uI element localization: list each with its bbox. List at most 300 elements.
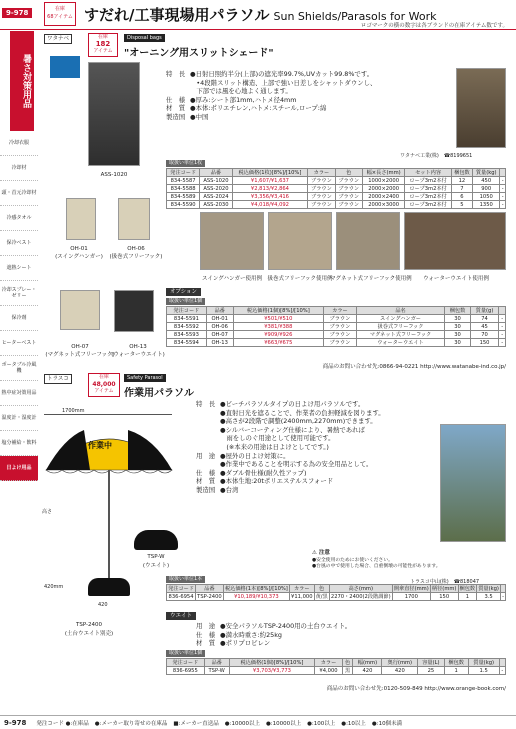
table-row xyxy=(167,339,506,347)
maker-code: トラスコ中山(株) ☎818047 xyxy=(410,579,480,585)
table-header-cell: 発注コード xyxy=(167,659,205,667)
maker-logo-trusco: トラスコ xyxy=(44,374,72,384)
table-cell: ロープ3m2本付 xyxy=(405,201,451,209)
weight-code: TSP-W xyxy=(147,554,165,560)
spec-key: 用 途 xyxy=(196,451,216,460)
spec-key xyxy=(196,417,220,426)
table-header-cell: 開傘直径(mm) xyxy=(393,586,429,592)
table-cell: 836-6954 xyxy=(167,593,196,601)
table-cell: ASS-2020 xyxy=(200,185,232,193)
legend-item: ■:メーカー直送品 xyxy=(173,720,219,727)
usage-photo-house xyxy=(456,68,506,148)
spec-row xyxy=(196,434,456,443)
usage-caption: スイングハンガー使用例 xyxy=(202,276,262,282)
accessory-code: OH-06 xyxy=(127,246,145,252)
table-cell: 1000×2000 xyxy=(362,177,405,185)
table-cell: ブラウン xyxy=(335,177,362,185)
parasol-base xyxy=(88,578,130,596)
accessory-caption xyxy=(106,246,166,260)
table-cell: 30 xyxy=(445,339,471,347)
table-cell: 扱巻式フリーフック xyxy=(356,323,444,331)
table-cell: 黄/黒 xyxy=(315,594,328,600)
table-cell: 834-5591 xyxy=(167,315,207,323)
spec-key: 製造国 xyxy=(166,112,186,121)
table-header-cell: カラー xyxy=(315,659,342,667)
legend-item: ●:10000以上 xyxy=(224,720,260,727)
maker-code: ワタナベ工業(株) ☎8199651 xyxy=(400,153,473,159)
sidebar-item[interactable]: 温度計・湿度計 xyxy=(0,406,38,431)
table-cell: 834-5592 xyxy=(167,323,207,331)
spec-value: •4段階スリット構造、上部で強い日差しをシャットダウンし、 xyxy=(190,78,377,87)
table-cell: ブラウン xyxy=(324,323,357,331)
table-cell: 420 xyxy=(382,667,418,675)
table-label: 取扱い単位1個 xyxy=(166,298,205,305)
usage-photo-1 xyxy=(200,212,264,270)
usage-caption: 扱巻式フリーフック使用例 xyxy=(267,276,333,282)
spec-key xyxy=(196,426,220,435)
table-header-row xyxy=(167,169,506,177)
weight-photo xyxy=(134,530,178,550)
table-cell: 2000×2000 xyxy=(362,185,405,193)
sidebar-item[interactable]: 熱中症対策用品 xyxy=(0,381,38,406)
table-cell: 150 xyxy=(470,339,498,347)
spec-key xyxy=(166,79,190,88)
table-cell: 1.5 xyxy=(468,667,499,675)
sidebar-item[interactable]: 冷感タオル xyxy=(0,206,38,231)
table-cell: - xyxy=(501,193,504,200)
table-header-cell: カラー xyxy=(308,169,335,177)
table-header-row xyxy=(167,585,506,593)
table-cell: 834-5590 xyxy=(167,201,200,209)
table-cell: 2000×2400 xyxy=(362,193,405,201)
option-label: ウエイト xyxy=(166,612,196,620)
table-header-cell: セット内容 xyxy=(405,169,451,177)
spec-row xyxy=(196,400,456,409)
product-specs xyxy=(196,400,456,495)
spec-row xyxy=(166,113,456,122)
spec-key: 仕 様 xyxy=(196,630,216,639)
table-header-cell xyxy=(499,307,506,315)
table-header-cell: 質量(kg) xyxy=(468,659,499,667)
spec-key: 製造国 xyxy=(196,485,216,494)
table-cell: 836-6955 xyxy=(167,667,205,675)
table-cell: ¥4,000 xyxy=(315,667,342,675)
sidebar-item[interactable]: 冷却衣服 xyxy=(0,131,38,156)
product-specs xyxy=(166,70,456,122)
table-cell: 150 xyxy=(430,593,458,601)
spec-value: ●直射日光を遮ることで、作業者の負担軽減を図ります。 xyxy=(220,408,385,417)
spec-value: ●本体:ポリエチレン,ハトメ:スチール,ロープ:綿 xyxy=(190,104,327,113)
table-header-cell: 税込価格(1個)[8%]/[10%] xyxy=(233,307,324,315)
table-cell: 1350 xyxy=(473,201,500,209)
spec-key xyxy=(196,409,220,418)
table-cell: 5 xyxy=(451,201,472,209)
table-header-cell xyxy=(501,585,506,593)
table-cell: ¥381/¥388 xyxy=(233,323,324,331)
table-header-cell: 税込価格(1個)[8%]/[10%] xyxy=(229,659,315,667)
legend-item: ●:10以上 xyxy=(341,720,366,727)
table-cell: 450 xyxy=(473,177,500,185)
spec-row xyxy=(196,443,456,452)
spec-key: 用 途 xyxy=(196,622,216,630)
sidebar-item[interactable]: ヒーターベスト xyxy=(0,331,38,356)
table-cell: 900 xyxy=(473,185,500,193)
table-cell: 834-5589 xyxy=(167,193,200,201)
table-cell: - xyxy=(499,315,506,323)
table-header-cell: 梱包数 xyxy=(444,659,468,667)
product-title: 作業用パラソル xyxy=(124,388,194,399)
table-cell: - xyxy=(499,667,505,675)
spec-key xyxy=(166,87,190,96)
table-cell: 834-5593 xyxy=(167,331,207,339)
product-photo-shade xyxy=(88,62,140,166)
spec-row xyxy=(166,79,456,88)
table-cell: 45 xyxy=(470,323,498,331)
table-header-cell: 品番 xyxy=(200,169,232,177)
notice-2: ●台風の中で使用した場合、自重倒壊の可能性があります。 xyxy=(312,564,441,569)
table-cell: ブラウン xyxy=(308,201,335,209)
table-cell: 12 xyxy=(451,177,472,185)
spec-value: ●厚み:シート部1mm,ハトメ径4mm xyxy=(190,95,297,104)
table-header-cell: 品番 xyxy=(196,585,224,593)
spec-value: ●ビーチパラソルタイプの日よけ用パラソルです。 xyxy=(220,400,365,408)
page-header xyxy=(0,0,516,30)
spec-row xyxy=(196,486,456,495)
weight-specs xyxy=(196,622,456,648)
table-cell: ¥663/¥675 xyxy=(233,339,324,347)
table-header-cell: 税込価格(1本)[8%]/[10%] xyxy=(224,586,288,592)
table-label: 取扱い単位1本 xyxy=(166,576,205,583)
table-cell: ASS-1020 xyxy=(200,177,232,185)
spec-key: 材 質 xyxy=(196,477,216,486)
table-cell: ¥3,356/¥3,416 xyxy=(232,193,308,201)
accessory-photo-oh06 xyxy=(118,198,150,240)
spec-key: 仕 様 xyxy=(196,468,216,477)
spec-key: 材 質 xyxy=(196,639,216,648)
table-cell: ¥10,189/¥10,373 xyxy=(223,593,289,601)
legend-item: 発注コード ●:在庫品 xyxy=(36,720,89,727)
sidebar xyxy=(0,31,38,715)
legend-item: ●:10個未満 xyxy=(371,720,403,727)
product-title: "オーニング用スリットシェード" xyxy=(124,48,274,59)
table-header-cell: 品番 xyxy=(204,659,229,667)
table-header-cell: 税込価格(1枚)[8%]/[10%] xyxy=(232,169,308,177)
sidebar-item[interactable]: 冷却材 xyxy=(0,156,38,181)
table-header-cell: 発注コード xyxy=(167,307,207,315)
accessory-table xyxy=(166,306,506,347)
accessory-caption xyxy=(40,344,120,358)
accessory-code: OH-01 xyxy=(70,246,88,252)
spec-value: ●満水時重さ:約25kg xyxy=(220,630,282,639)
table-cell: - xyxy=(501,185,504,192)
page-title-en: Sun Shields/Parasols for Work xyxy=(273,10,437,23)
accessory-name: (扱巻式フリーフック) xyxy=(109,254,163,260)
table-cell: 74 xyxy=(470,315,498,323)
table-header-cell: 梱包数 xyxy=(459,586,476,592)
dim-line xyxy=(44,414,172,415)
notice-1: ●安全使用のためにお使いください。 xyxy=(312,558,393,563)
contact-info: 商品のお問い合わせ先:0866-94-0221 http://www.watanabe-ind.co.jp/ xyxy=(322,364,506,370)
accessory-photo-oh13 xyxy=(114,290,154,332)
table-cell: ASS-2024 xyxy=(200,193,232,201)
table-header-cell xyxy=(500,169,506,177)
spec-value: ●シルバーコーティング仕様により、暑熱であれば xyxy=(220,425,365,434)
page-footer xyxy=(0,715,516,729)
spec-row xyxy=(196,477,456,486)
table-cell: ブラウン xyxy=(308,185,335,193)
table-label: 取扱い単位1個 xyxy=(166,650,205,657)
table-cell: ウォーターウエイト xyxy=(356,339,444,347)
spec-row xyxy=(196,409,456,418)
sidebar-item[interactable]: 頭・首元冷却材 xyxy=(0,181,38,206)
notice-title: ⚠ 注意 xyxy=(312,550,330,556)
accessory-code: OH-13 xyxy=(129,344,147,350)
table-header-row xyxy=(167,307,506,315)
table-cell: - xyxy=(501,177,504,184)
spec-value: ●台湾 xyxy=(220,485,239,494)
accessory-code: OH-07 xyxy=(71,344,89,350)
dim-base: 420mm xyxy=(44,584,64,590)
table-header-cell: 質量(g) xyxy=(470,307,498,315)
spec-row xyxy=(166,104,456,113)
spec-row xyxy=(196,452,456,461)
table-header-cell: 色 xyxy=(314,585,329,593)
spec-key: 特 長 xyxy=(196,400,216,408)
spec-value: (※本来の用途は日よけとしてです。) xyxy=(220,442,329,451)
set-code: TSP-2400 xyxy=(75,622,103,628)
table-cell: 834-5587 xyxy=(167,177,200,185)
sidebar-item[interactable]: 冷却スプレー・ゼリー xyxy=(0,281,38,306)
table-cell: OH-07 xyxy=(206,331,233,339)
table-header-cell: 容量(L) xyxy=(418,659,444,667)
table-cell: ¥2,813/¥2,864 xyxy=(232,185,308,193)
parasol-pole xyxy=(108,470,110,590)
spec-value: ●高さが2段階で調整(2400mm,2270mm)できます。 xyxy=(220,417,377,426)
table-header-cell: 品名 xyxy=(356,307,444,315)
sidebar-item[interactable]: 保冷剤 xyxy=(0,306,38,331)
table-cell: 70 xyxy=(470,331,498,339)
table-cell: 25 xyxy=(418,667,444,675)
accessory-caption xyxy=(110,344,166,358)
table-cell: ¥3,703/¥3,773 xyxy=(229,667,315,675)
option-label: オプション xyxy=(166,288,201,296)
usage-caption: マグネット式フリーフック使用例 xyxy=(330,276,412,282)
product-table xyxy=(166,168,506,209)
usage-photo-parasol xyxy=(440,424,506,542)
table-cell: - xyxy=(499,331,506,339)
spec-value: ●安全パラソルTSP-2400用の土台ウエイト。 xyxy=(220,622,352,630)
table-row xyxy=(167,315,506,323)
table-cell: ¥4,018/¥4,092 xyxy=(232,201,308,209)
table-row xyxy=(167,331,506,339)
table-cell: - xyxy=(499,339,506,347)
table-cell: ブラウン xyxy=(324,331,357,339)
spec-key xyxy=(196,460,220,469)
table-header-cell: 奥行(mm) xyxy=(382,659,418,667)
usage-photo-3 xyxy=(336,212,400,270)
table-cell: スイングハンガー xyxy=(356,315,444,323)
page-title: すだれ/工事現場用パラソル Sun Shields/Parasols for Work xyxy=(84,6,437,24)
spec-row xyxy=(166,70,456,79)
table-cell: 3.5 xyxy=(477,593,501,601)
table-cell: ブラウン xyxy=(324,339,357,347)
table-row xyxy=(167,193,506,201)
table-cell: 834-5588 xyxy=(167,185,200,193)
table-cell: 6 xyxy=(451,193,472,201)
table-cell: ¥1,607/¥1,637 xyxy=(232,177,308,185)
spec-row xyxy=(196,639,456,648)
table-header-row xyxy=(167,659,506,667)
sidebar-item[interactable]: 日よけ用品 xyxy=(0,456,38,481)
table-cell: OH-01 xyxy=(206,315,233,323)
page-number: 9-978 xyxy=(2,8,32,18)
table-cell: TSP-2400 xyxy=(197,593,222,600)
spec-value: 雨をしのぐ用途として使用可能です。 xyxy=(220,434,335,443)
sidebar-item[interactable]: ポータブル冷風機 xyxy=(0,356,38,381)
spec-value: ●中国 xyxy=(190,112,209,121)
table-cell: OH-06 xyxy=(206,323,233,331)
table-cell: ブラウン xyxy=(335,193,362,201)
table-cell: 30 xyxy=(445,331,471,339)
product-tag: Disposal bags xyxy=(124,34,165,42)
table-cell: マグネット式フリーフック xyxy=(356,331,444,339)
stock-badge: 在庫 68アイテム xyxy=(44,2,76,26)
footer-legend xyxy=(36,719,408,727)
table-header-cell: カラー xyxy=(290,585,315,593)
table-cell: 1700 xyxy=(392,593,430,601)
usage-caption: ウォーターウエイト使用例 xyxy=(423,276,489,282)
table-row xyxy=(167,667,506,675)
spec-value: 下部では風を心地よく通します。 xyxy=(190,87,292,96)
table-cell: ブラウン xyxy=(308,193,335,201)
legend-item: ●:メーカー取り寄せの在庫品 xyxy=(94,720,168,727)
sidebar-item[interactable]: 遮熱シート xyxy=(0,256,38,281)
dim-base-2: 420 xyxy=(98,602,108,608)
table-header-cell: 色 xyxy=(342,659,353,667)
table-cell: ロープ3m2本付 xyxy=(405,177,451,185)
table-header-cell: 梱包数 xyxy=(445,307,471,315)
spec-key: 材 質 xyxy=(166,104,186,113)
sidebar-item[interactable]: 保冷ベスト xyxy=(0,231,38,256)
table-header-cell: カラー xyxy=(324,307,357,315)
table-cell: 1 xyxy=(444,667,468,675)
table-cell: 1 xyxy=(458,593,477,601)
product-tag: Safety Parasol xyxy=(124,374,166,382)
spec-value: ●屋外の日よけ対策に。 xyxy=(220,451,290,460)
dim-height: 高さ xyxy=(42,509,53,515)
table-cell: 834-5594 xyxy=(167,339,207,347)
usage-photo-4 xyxy=(404,212,506,270)
spec-key: 仕 様 xyxy=(166,95,186,104)
table-header-cell: 色 xyxy=(335,169,362,177)
spec-key: 特 長 xyxy=(166,70,186,78)
table-row xyxy=(167,185,506,193)
table-cell: - xyxy=(502,593,504,600)
parasol-illustration xyxy=(44,408,174,648)
table-cell: ¥11,000 xyxy=(291,593,313,600)
table-cell: - xyxy=(501,201,504,208)
table-header-cell: 発注コード xyxy=(167,169,200,177)
table-header-cell: 質量(kg) xyxy=(478,586,499,592)
table-cell: OH-13 xyxy=(206,339,233,347)
table-row xyxy=(167,593,506,601)
table-row xyxy=(167,177,506,185)
table-header-cell: 柄径(mm) xyxy=(431,586,457,592)
legend-item: ●:100以上 xyxy=(307,720,336,727)
accessory-name: (スイングハンガー) xyxy=(55,254,103,260)
table-cell: ロープ3m2本付 xyxy=(405,193,451,201)
dim-top: 1700mm xyxy=(62,408,85,414)
spec-row xyxy=(196,460,456,469)
spec-key xyxy=(196,434,220,443)
spec-value: ●本体生地:20tポリエステルスフォード xyxy=(220,477,334,486)
table-cell: ブラウン xyxy=(335,201,362,209)
sidebar-item[interactable]: 塩分補給・飲料 xyxy=(0,431,38,456)
weight-caption: (ウエイト) xyxy=(142,563,170,569)
set-caption: (土台ウエイト別売) xyxy=(64,631,114,637)
maker-logo-icon xyxy=(50,56,80,78)
footer-page-number: 9-978 xyxy=(4,718,27,727)
table-cell: 7 xyxy=(451,185,472,193)
table-cell: - xyxy=(499,323,506,331)
table-cell: 420 xyxy=(353,667,382,675)
table-label: 取扱い単位1枚 xyxy=(166,160,205,167)
photo-caption: ASS-1020 xyxy=(100,172,128,178)
table-header-cell: 幅×長さ(mm) xyxy=(362,169,405,177)
accessory-caption xyxy=(44,246,114,260)
table-row xyxy=(167,201,506,209)
stock-count-badge: 在庫 182 アイテム xyxy=(88,33,118,57)
table-header-cell: 品番 xyxy=(206,307,233,315)
table-cell: 30 xyxy=(445,323,471,331)
table-cell: 1050 xyxy=(473,193,500,201)
table-cell: 2000×3000 xyxy=(362,201,405,209)
parasol-table xyxy=(166,584,506,601)
table-cell: TSP-W xyxy=(204,667,229,675)
table-header-cell: 質量(kg) xyxy=(473,169,500,177)
spec-row xyxy=(166,87,456,96)
spec-value: ●ダブル骨仕様(耐久性アップ) xyxy=(220,468,307,477)
table-cell: ¥501/¥510 xyxy=(233,315,324,323)
accessory-photo-oh07 xyxy=(60,290,100,330)
table-cell: ブラウン xyxy=(308,177,335,185)
parasol-text: 作業中 xyxy=(88,441,112,450)
stock-count-badge: 在庫 48,000 アイテム xyxy=(88,373,120,397)
spec-row xyxy=(196,417,456,426)
spec-row xyxy=(196,622,456,631)
spec-value: ●作業中であることを明示する為の安全用品として。 xyxy=(220,460,373,469)
table-cell: 30 xyxy=(445,315,471,323)
accessory-photo-oh01 xyxy=(66,198,96,240)
legend-item: ●:10000以上 xyxy=(265,720,302,727)
usage-photo-2 xyxy=(268,212,332,270)
maker-logo-watanabe: ワタナベ xyxy=(44,34,72,44)
table-cell: ロープ3m2本付 xyxy=(405,185,451,193)
table-cell: ブラウン xyxy=(324,315,357,323)
table-header-cell: 発注コード xyxy=(168,586,195,592)
table-cell: 2270・2400(2段階調節) xyxy=(330,594,391,600)
spec-key xyxy=(196,443,220,452)
table-cell: ¥909/¥926 xyxy=(233,331,324,339)
spec-value: ●日射日照約半分(上部)の遮光率99.7%,UVカット99.8%です。 xyxy=(190,70,374,78)
weight-table xyxy=(166,658,506,675)
spec-row xyxy=(196,631,456,640)
table-header-cell: 梱包数 xyxy=(451,169,472,177)
contact-info: 商品のお問い合わせ先:0120-509-849 http://www.orange-book.com/ xyxy=(326,686,506,692)
table-cell: ASS-2030 xyxy=(200,201,232,209)
sidebar-category[interactable]: 暑さ対策用品 xyxy=(10,31,34,131)
spec-value: ●ポリプロピレン xyxy=(220,639,271,648)
